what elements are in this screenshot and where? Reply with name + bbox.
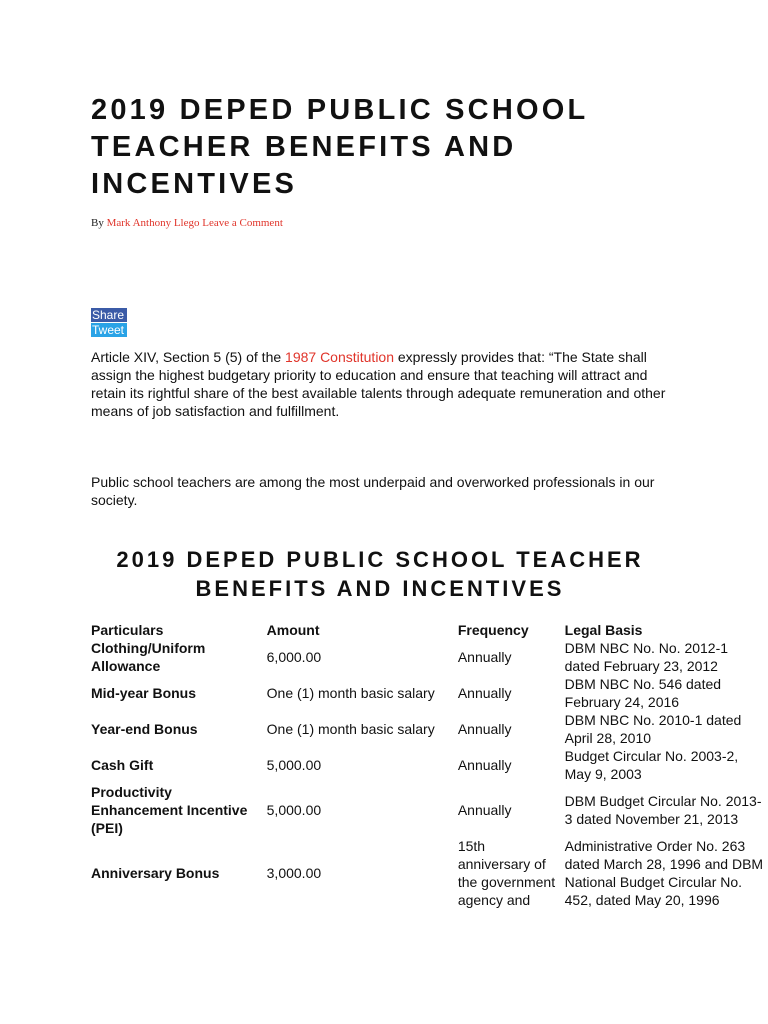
cell-amount: 3,000.00 xyxy=(266,865,322,881)
tweet-button[interactable]: Tweet xyxy=(91,323,127,337)
header-legal-basis: Legal Basis xyxy=(564,622,643,638)
cell-particular: Year-end Bonus xyxy=(91,721,198,737)
intro-paragraph xyxy=(91,348,671,420)
cell-frequency: 15th anniversary of the government agency and xyxy=(457,838,556,908)
cell-amount: One (1) month basic salary xyxy=(266,721,435,737)
cell-particular: Clothing/Uniform Allowance xyxy=(91,640,206,674)
cell-frequency: Annually xyxy=(457,721,512,737)
cell-legal-basis: Administrative Order No. 263 dated March 28, 1996 and DBM National Budget Circular No. 452, dated May 20, 1996 xyxy=(564,838,764,908)
byline-prefix: By xyxy=(91,217,104,229)
table-row xyxy=(89,711,768,747)
table-row xyxy=(89,639,768,675)
table-row xyxy=(89,837,768,909)
table-header-row xyxy=(89,621,768,639)
leave-comment-link[interactable]: Leave a Comment xyxy=(202,217,283,229)
byline xyxy=(91,216,283,230)
cell-legal-basis: DBM NBC No. 2010-1 dated April 28, 2010 xyxy=(564,712,742,746)
teachers-paragraph: Public school teachers are among the most underpaid and overworked professionals in our society. xyxy=(91,474,655,508)
constitution-link[interactable]: 1987 Constitution xyxy=(285,349,394,365)
cell-particular: Cash Gift xyxy=(91,757,154,773)
page-title: 2019 DEPED PUBLIC SCHOOL TEACHER BENEFITS AND INCENTIVES xyxy=(91,94,588,200)
cell-frequency: Annually xyxy=(457,649,512,665)
cell-particular: Productivity Enhancement Incentive (PEI) xyxy=(91,784,248,836)
cell-legal-basis: Budget Circular No. 2003-2, May 9, 2003 xyxy=(564,748,739,782)
cell-legal-basis: DBM NBC No. No. 2012-1 dated February 23, 2012 xyxy=(564,640,729,674)
cell-amount: 5,000.00 xyxy=(266,802,322,818)
cell-amount: One (1) month basic salary xyxy=(266,685,435,701)
header-amount: Amount xyxy=(266,622,320,638)
table-row xyxy=(89,675,768,711)
cell-frequency: Annually xyxy=(457,802,512,818)
cell-frequency: Annually xyxy=(457,757,512,773)
cell-particular: Anniversary Bonus xyxy=(91,865,220,881)
table-row xyxy=(89,783,768,837)
cell-frequency: Annually xyxy=(457,685,512,701)
cell-amount: 5,000.00 xyxy=(266,757,322,773)
cell-legal-basis: DBM NBC No. 546 dated February 24, 2016 xyxy=(564,676,722,710)
cell-legal-basis: DBM Budget Circular No. 2013-3 dated November 21, 2013 xyxy=(564,793,762,827)
share-button[interactable]: Share xyxy=(91,308,127,322)
header-frequency: Frequency xyxy=(457,622,529,638)
section-heading: 2019 DEPED PUBLIC SCHOOL TEACHER BENEFITS AND INCENTIVES xyxy=(116,547,644,601)
intro-text-before-link: Article XIV, Section 5 (5) of the xyxy=(91,349,282,365)
cell-particular: Mid-year Bonus xyxy=(91,685,197,701)
table-row xyxy=(89,747,768,783)
author-link[interactable]: Mark Anthony Llego xyxy=(106,217,200,229)
benefits-table xyxy=(89,621,768,909)
cell-amount: 6,000.00 xyxy=(266,649,322,665)
header-particulars: Particulars xyxy=(91,622,164,638)
intro-text-after-link: expressly provides that: “The State shall assign the highest budgetary priority to education and ensure that teaching will attract and retain its rightful share of the best available talents through adequate remuneration and other means of job satisfaction and fulfillment. xyxy=(91,349,666,419)
